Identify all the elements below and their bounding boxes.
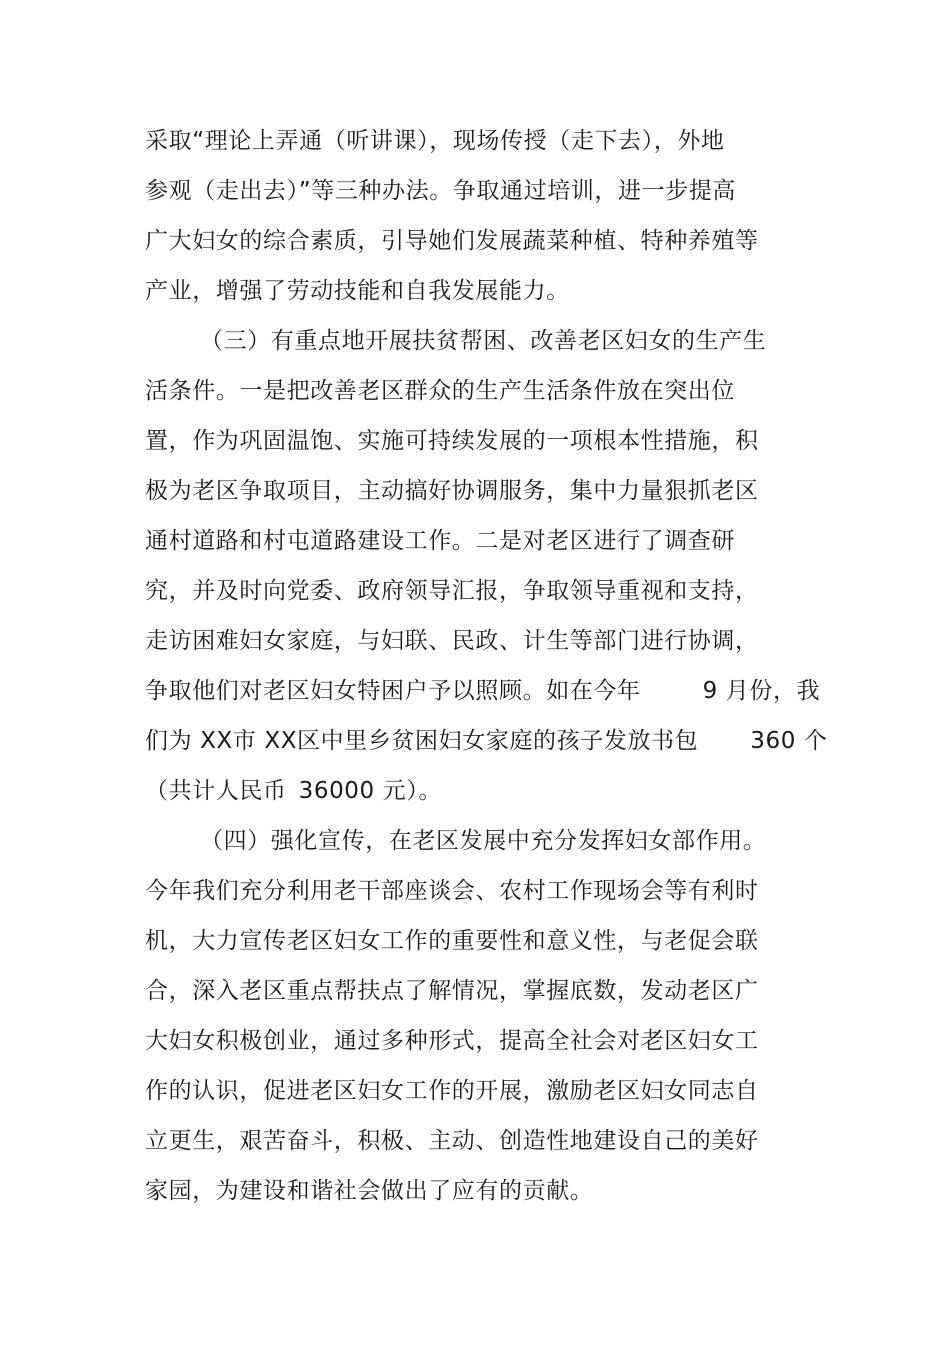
text-line-1: 采取“理论上弄通（听讲课），现场传授（走下去），外地 (145, 128, 725, 154)
text-line-14-part2: 36000 元）。 (298, 778, 442, 804)
text-line-13-part1: 们为 XX市 XX区中里乡贫困妇女家庭的孩子发放书包 (145, 728, 699, 754)
text-line-12 (145, 676, 820, 706)
text-line-8: 极为老区争取项目，主动搞好协调服务，集中力量狠抓老区 (145, 478, 759, 504)
text-line-13-part2: 360 个 (750, 728, 828, 754)
text-line-19: 大妇女积极创业，通过多种形式，提高全社会对老区妇女工 (145, 1028, 759, 1054)
text-line-2: 参观（走出去）”等三种办法。争取通过培训，进一步提高 (145, 178, 737, 204)
text-line-18: 合，深入老区重点帮扶点了解情况，掌握底数，发动老区广 (145, 978, 759, 1004)
text-line-11: 走访困难妇女家庭，与妇联、民政、计生等部门进行协调， (145, 628, 759, 654)
text-line-10: 究，并及时向党委、政府领导汇报，争取领导重视和支持， (145, 578, 759, 604)
text-line-14-part1: （共计人民币 (145, 778, 287, 804)
text-line-20: 作的认识，促进老区妇女工作的开展，激励老区妇女同志自 (145, 1078, 759, 1104)
text-line-13 (145, 726, 827, 756)
text-line-6: 活条件。一是把改善老区群众的生产生活条件放在突出位 (145, 378, 735, 404)
text-line-14 (145, 776, 442, 806)
text-line-21: 立更生，艰苦奋斗，积极、主动、创造性地建设自己的美好 (145, 1128, 759, 1154)
text-line-17: 机，大力宣传老区妇女工作的重要性和意义性，与老促会联 (145, 928, 759, 954)
text-line-16: 今年我们充分利用老干部座谈会、农村工作现场会等有利时 (145, 878, 759, 904)
text-line-4: 产业，增强了劳动技能和自我发展能力。 (145, 278, 570, 304)
text-line-7: 置，作为巩固温饱、实施可持续发展的一项根本性措施，积 (145, 428, 759, 454)
section-3-heading-line: （三）有重点地开展扶贫帮困、改善老区妇女的生产生 (200, 328, 767, 354)
text-line-22: 家园，为建设和谐社会做出了应有的贡献。 (145, 1178, 594, 1204)
text-line-3: 广大妇女的综合素质，引导她们发展蔬菜种植、特种养殖等 (145, 228, 759, 254)
section-4-heading-line: （四）强化宣传，在老区发展中充分发挥妇女部作用。 (200, 828, 767, 854)
text-line-9: 通村道路和村屯道路建设工作。二是对老区进行了调查研 (145, 528, 735, 554)
text-line-12-part1: 争取他们对老区妇女特困户予以照顾。如在今年 (145, 678, 641, 704)
text-line-12-part2: 9 月份，我 (702, 678, 821, 704)
